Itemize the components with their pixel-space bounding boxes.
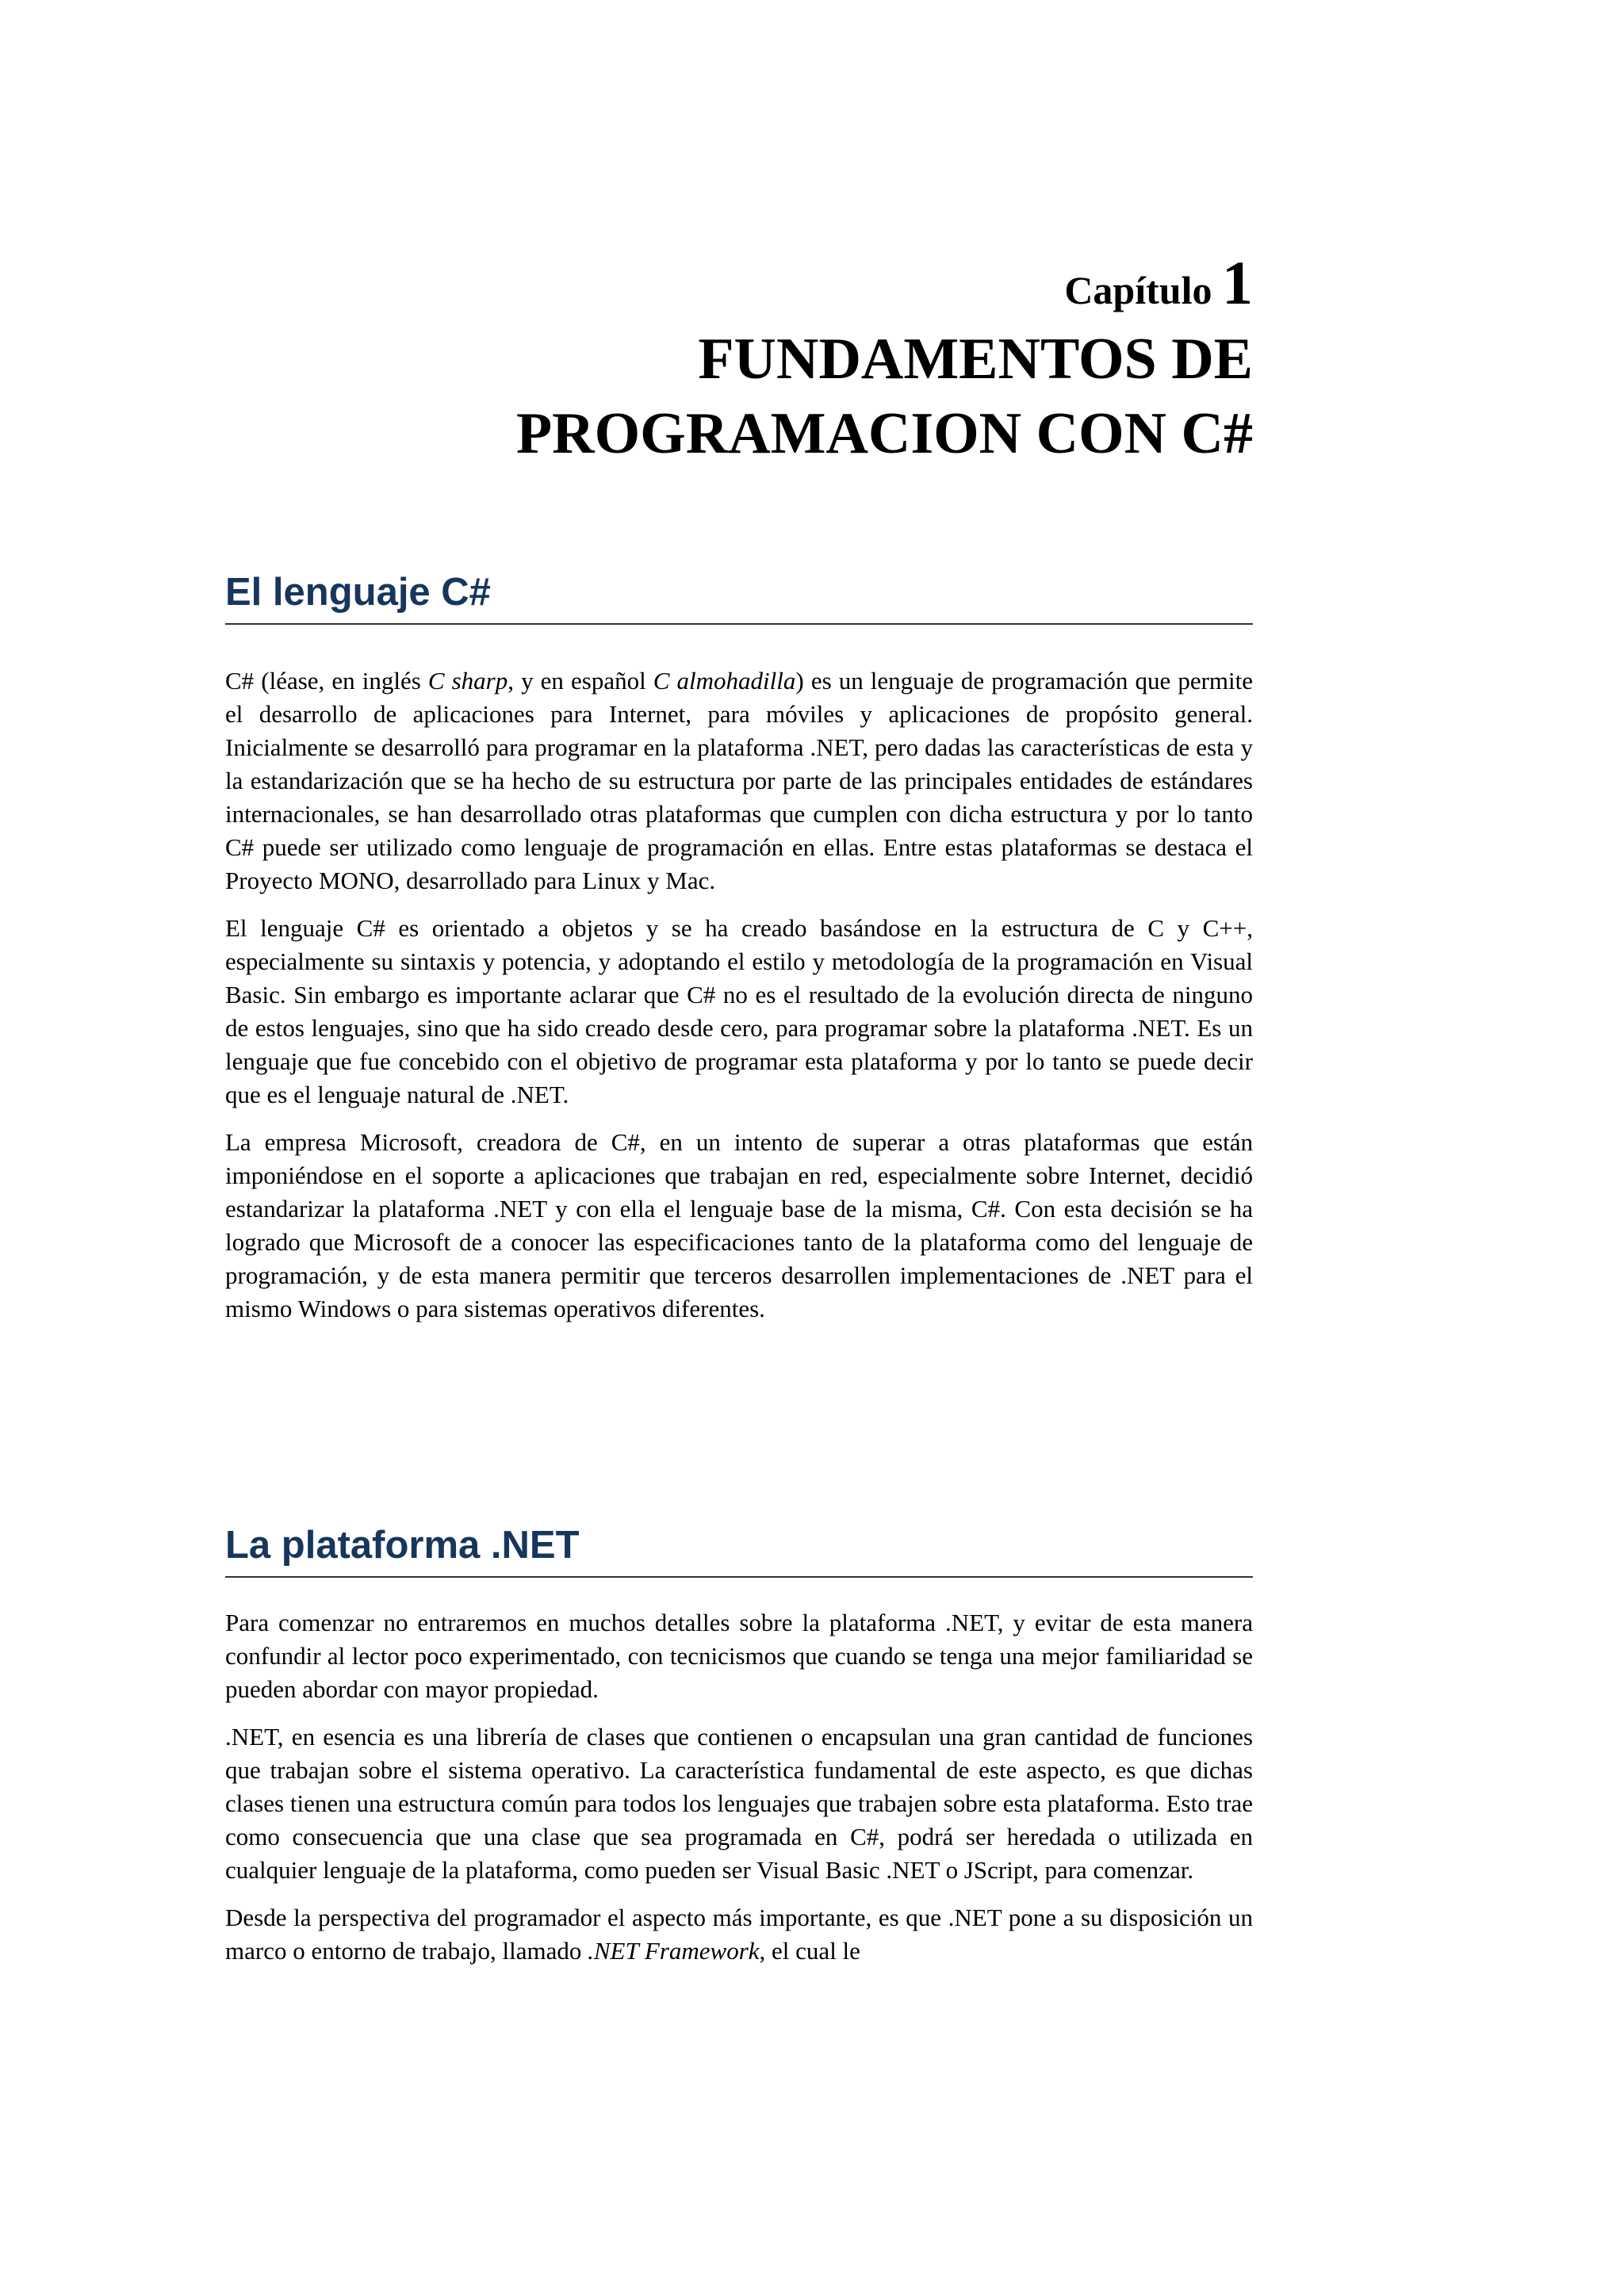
text-run: ) es un lenguaje de programación que permite el desarrollo de aplicaciones para Internet, para móviles y aplicaciones de propósito general. Inicialmente se desarrolló para programar en la plataforma .NET, pero dadas las características de esta y la estandarización que se ha hecho de su estructura por parte de las principales entidades de estándares internacionales, se han desarrollado otras plataformas que cumplen con dicha estructura y por lo tanto C# puede ser utilizado como lenguaje de programación en ellas. Entre estas plataformas se destaca el Proyecto MONO, desarrollado para Linux y Mac. bbox=[225, 667, 1253, 894]
chapter-header bbox=[225, 248, 1253, 471]
section-heading: La plataforma .NET bbox=[225, 1521, 1253, 1578]
text-run: C# (léase, en inglés bbox=[225, 667, 428, 695]
paragraph: La empresa Microsoft, creadora de C#, en un intento de superar a otras plataformas que están imponiéndose en el soporte a aplicaciones que trabajan en red, especialmente sobre Internet, decidió estandarizar la plataforma .NET y con ella el lenguaje base de la misma, C#. Con esta decisión se ha logrado que Microsoft de a conocer las especificaciones tanto de la plataforma como del lenguaje de programación, y de esta manera permitir que terceros desarrollen implementaciones de .NET para el mismo Windows o para sistemas operativos diferentes. bbox=[225, 1128, 1253, 1322]
paragraph: .NET, en esencia es una librería de clases que contienen o encapsulan una gran cantidad de funciones que trabajan sobre el sistema operativo. La característica fundamental de este aspecto, es que dichas clases tienen una estructura común para todos los lenguajes que trabajen sobre esta plataforma. Esto trae como consecuencia que una clase que sea programada en C#, podrá ser heredada o utilizada en cualquier lenguaje de la plataforma, como pueden ser Visual Basic .NET o JScript, para comenzar. bbox=[225, 1723, 1253, 1884]
chapter-number: 1 bbox=[1222, 248, 1253, 317]
chapter-label-line bbox=[225, 248, 1253, 317]
paragraph: Para comenzar no entraremos en muchos detalles sobre la plataforma .NET, y evitar de esta manera confundir al lector poco experimentado, con tecnicismos que cuando se tenga una mejor familiaridad se pueden abordar con mayor propiedad. bbox=[225, 1609, 1253, 1703]
chapter-title bbox=[225, 322, 1253, 471]
chapter-label: Capítulo bbox=[1064, 268, 1212, 312]
italic-term: C sharp bbox=[427, 667, 508, 695]
section-1-body bbox=[225, 664, 1253, 1326]
text-run: , el cual le bbox=[759, 1937, 860, 1965]
chapter-title-line-1: FUNDAMENTOS DE bbox=[698, 327, 1253, 392]
section-heading-block-1 bbox=[225, 568, 1253, 625]
section-heading: El lenguaje C# bbox=[225, 568, 1253, 625]
paragraph bbox=[225, 664, 1253, 897]
paragraph: El lenguaje C# es orientado a objetos y se ha creado basándose en la estructura de C y C++, especialmente su sintaxis y potencia, y adoptando el estilo y metodología de la programación en Visual Basic. Sin embargo es importante aclarar que C# no es el resultado de la evolución directa de ninguno de estos lenguajes, sino que ha sido creado desde cero, para programar sobre la plataforma .NET. Es un lenguaje que fue concebido con el objetivo de programar esta plataforma y por lo tanto se puede decir que es el lenguaje natural de .NET. bbox=[225, 914, 1253, 1108]
paragraph bbox=[225, 1901, 1253, 1968]
section-2-body bbox=[225, 1606, 1253, 1968]
text-run: Desde la perspectiva del programador el aspecto más importante, es que .NET pone a su disposición un marco o entorno de trabajo, llamado bbox=[225, 1904, 1253, 1965]
italic-term: .NET Framework bbox=[588, 1937, 760, 1965]
section-heading-block-2 bbox=[225, 1521, 1253, 1578]
text-run: , y en español bbox=[508, 667, 653, 695]
chapter-title-line-2: PROGRAMACION CON C# bbox=[515, 401, 1253, 466]
italic-term: C almohadilla bbox=[653, 667, 796, 695]
